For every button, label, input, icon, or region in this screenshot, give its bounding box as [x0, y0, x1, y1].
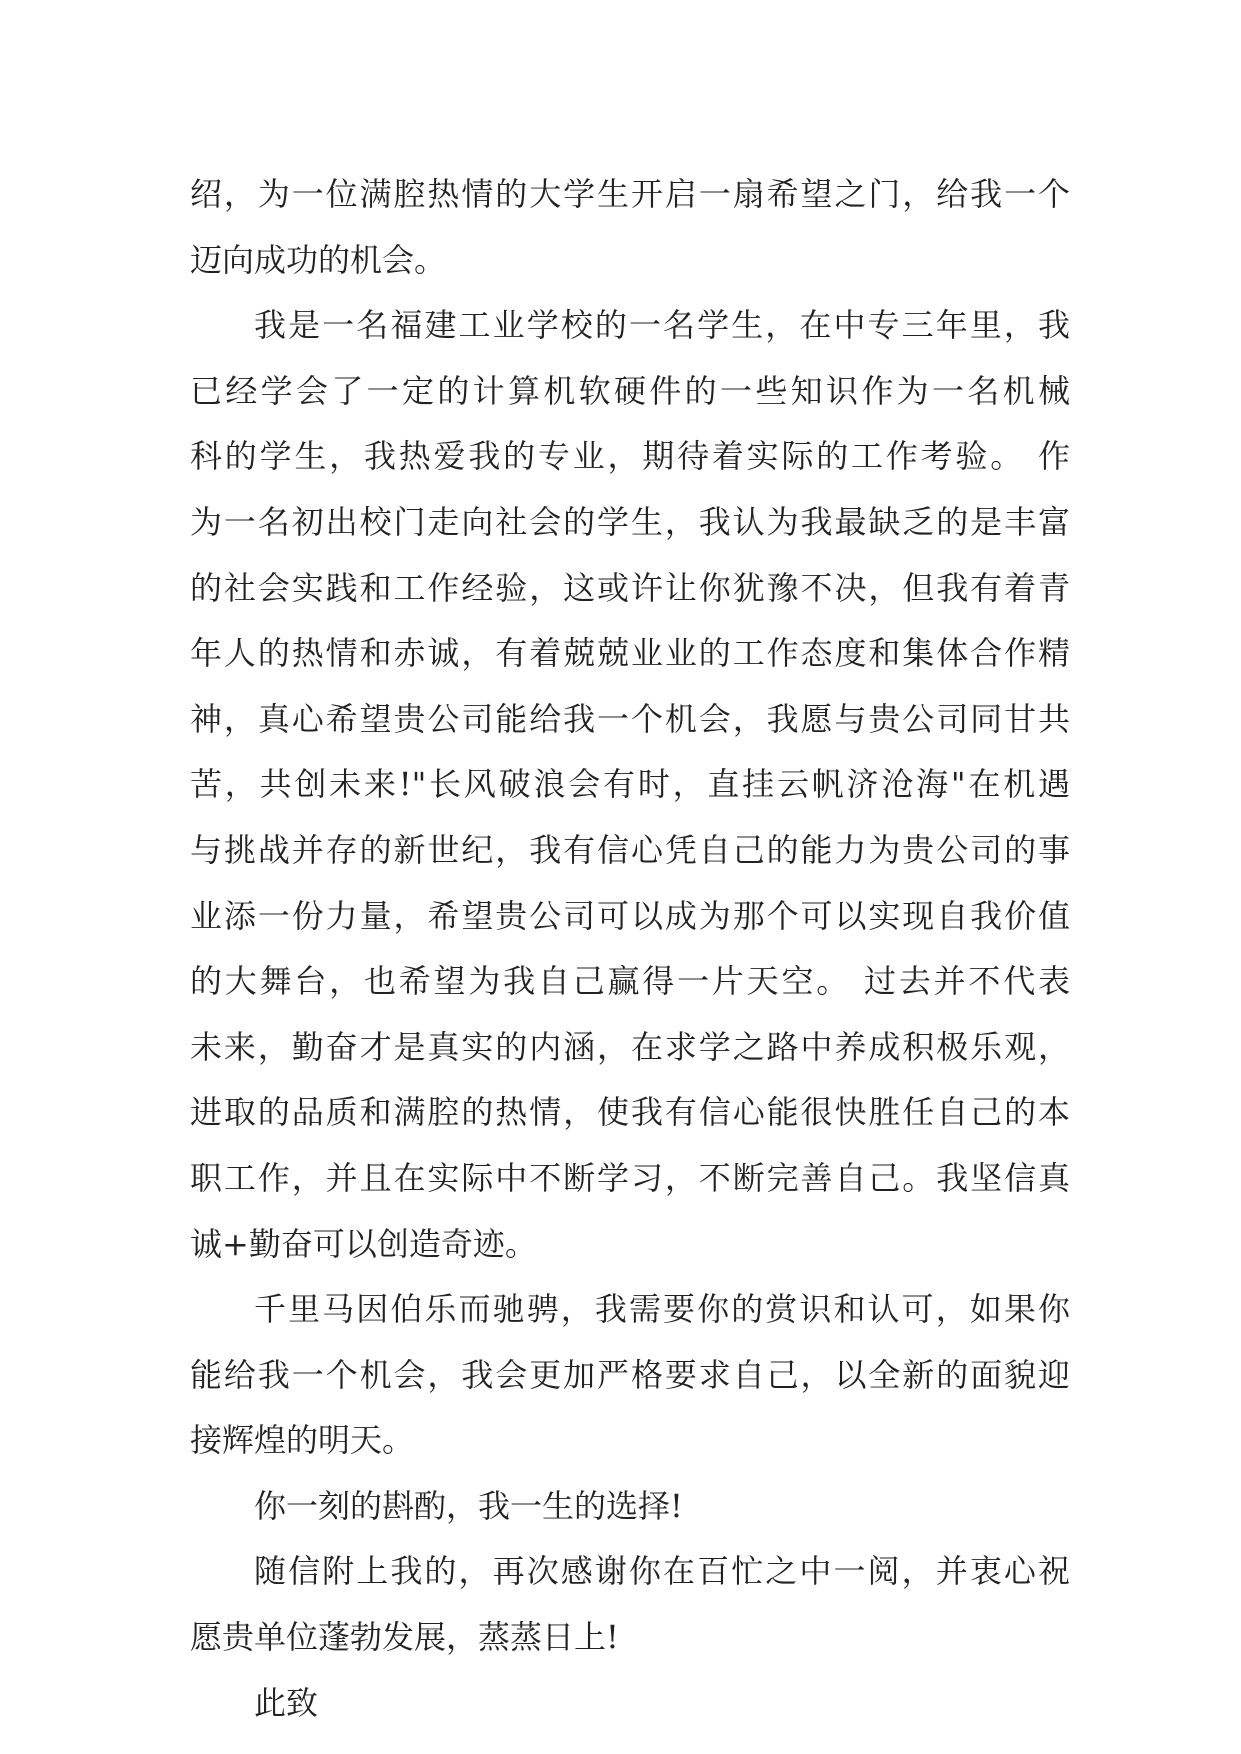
text-line: 职工作，并且在实际中不断学习，不断完善自己。我坚信真	[190, 1158, 1070, 1197]
text-line: 苦，共创未来!"长风破浪会有时，直挂云帆济沧海"在机遇	[190, 765, 1070, 804]
text-line: 科的学生，我热爱我的专业，期待着实际的工作考验。 作	[190, 437, 1070, 476]
text-line: 此致	[254, 1683, 319, 1722]
text-line: 愿贵单位蓬勃发展，蒸蒸日上!	[190, 1618, 619, 1657]
text-line: 能给我一个机会，我会更加严格要求自己，以全新的面貌迎	[190, 1355, 1070, 1394]
text-line: 的社会实践和工作经验，这或许让你犹豫不决，但我有着青	[190, 568, 1070, 607]
text-line: 随信附上我的，再次感谢你在百忙之中一阅，并衷心祝	[254, 1552, 1070, 1591]
text-line: 与挑战并存的新世纪，我有信心凭自己的能力为贵公司的事	[190, 830, 1070, 869]
text-line: 业添一份力量，希望贵公司可以成为那个可以实现自我价值	[190, 896, 1070, 935]
text-line: 神，真心希望贵公司能给我一个机会，我愿与贵公司同甘共	[190, 699, 1070, 738]
text-line: 已经学会了一定的计算机软硬件的一些知识作为一名机械	[190, 371, 1070, 410]
text-line: 迈向成功的机会。	[190, 240, 447, 279]
text-line: 未来，勤奋才是真实的内涵，在求学之路中养成积极乐观，	[190, 1027, 1070, 1066]
text-line: 为一名初出校门走向社会的学生，我认为我最缺乏的是丰富	[190, 502, 1070, 541]
text-line: 年人的热情和赤诚，有着兢兢业业的工作态度和集体合作精	[190, 634, 1070, 673]
text-line: 你一刻的斟酌，我一生的选择!	[254, 1486, 683, 1525]
text-line: 接辉煌的明天。	[190, 1421, 415, 1460]
text-line: 的大舞台，也希望为我自己赢得一片天空。 过去并不代表	[190, 962, 1070, 1001]
text-line: 千里马因伯乐而驰骋，我需要你的赏识和认可，如果你	[254, 1290, 1070, 1329]
letter-body	[190, 162, 1070, 1736]
text-line: 诚+勤奋可以创造奇迹。	[190, 1224, 537, 1263]
text-line: 绍，为一位满腔热情的大学生开启一扇希望之门，给我一个	[190, 175, 1070, 213]
text-line: 进取的品质和满腔的热情，使我有信心能很快胜任自己的本	[190, 1093, 1070, 1132]
text-line: 我是一名福建工业学校的一名学生，在中专三年里，我	[254, 306, 1070, 345]
